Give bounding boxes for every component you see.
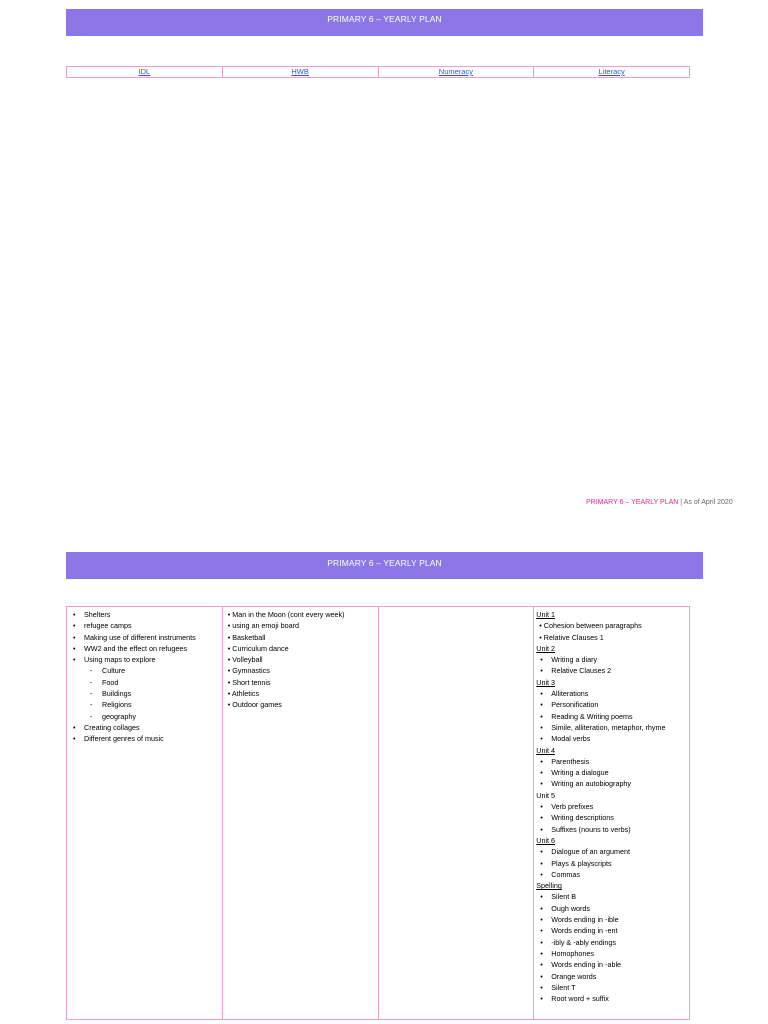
footer-title: PRIMARY 6 – YEARLY PLAN: [586, 499, 679, 506]
list-item: • Suffixes (nouns to verbs): [536, 824, 687, 835]
list-item: • Homophones: [536, 948, 687, 959]
unit-4-list: [536, 756, 687, 790]
list-item: • Ough words: [536, 903, 687, 914]
list-item: • Words ending in -able: [536, 959, 687, 970]
hwb-cell: [222, 607, 378, 1020]
unit-2-list: [536, 654, 687, 677]
column-header-idl[interactable]: IDL: [67, 67, 223, 78]
idl-cell: [67, 607, 223, 1020]
idl-list-continued: [69, 722, 220, 745]
list-item: • Athletics: [225, 688, 376, 699]
list-item: • Parenthesis: [536, 756, 687, 767]
list-item: • Dialogue of an argument: [536, 846, 687, 857]
list-item: • Making use of different instruments: [69, 632, 220, 643]
list-item: • Words ending in -ible: [536, 914, 687, 925]
list-item: • Relative Clauses 1: [536, 632, 687, 643]
list-item: • Silent B: [536, 891, 687, 902]
yearly-plan-table: [66, 606, 690, 1020]
list-item: • Gymnastics: [225, 665, 376, 676]
list-item: • Silent T: [536, 982, 687, 993]
list-item: • Man in the Moon (cont every week): [225, 609, 376, 620]
list-item: • Words ending in -ent: [536, 925, 687, 936]
list-item: • Verb prefixes: [536, 801, 687, 812]
footer-date: As of April 2020: [683, 499, 733, 506]
spelling-heading: Spelling: [536, 881, 562, 891]
unit-4-heading: Unit 4: [536, 745, 556, 755]
list-item: • Cohesion between paragraphs: [536, 620, 687, 631]
list-item: • Curriculum dance: [225, 643, 376, 654]
column-header-hwb[interactable]: HWB: [222, 67, 378, 78]
plan-row: [67, 607, 690, 1020]
literacy-cell: [534, 607, 690, 1020]
page1-banner: PRIMARY 6 – YEARLY PLAN: [66, 9, 703, 36]
subject-header-table: [66, 66, 690, 78]
list-item: • Plays & playscripts: [536, 858, 687, 869]
list-item: • Commas: [536, 869, 687, 880]
sub-list-item: - Religions: [69, 699, 220, 710]
list-item: • Creating collages: [69, 722, 220, 733]
unit-3-heading: Unit 3: [536, 677, 556, 687]
sub-list-item: - Culture: [69, 665, 220, 676]
numeracy-cell: [378, 607, 534, 1020]
list-item: • Modal verbs: [536, 733, 687, 744]
sub-list-item: - Food: [69, 677, 220, 688]
list-item: • Writing a dialogue: [536, 767, 687, 778]
idl-list: [69, 609, 220, 665]
list-item: • Simile, alliteration, metaphor, rhyme: [536, 722, 687, 733]
list-item: • Writing a diary: [536, 654, 687, 665]
unit-1-heading: Unit 1: [536, 610, 556, 619]
list-item: • Writing an autobiography: [536, 778, 687, 789]
page-footer: [586, 499, 733, 506]
list-item: • Volleyball: [225, 654, 376, 665]
spelling-list: [536, 891, 687, 1004]
header-row: [67, 67, 690, 78]
page2-banner: PRIMARY 6 – YEARLY PLAN: [66, 552, 703, 579]
list-item: • Relative Clauses 2: [536, 665, 687, 676]
list-item: • Orange words: [536, 971, 687, 982]
unit-5-heading: Unit 5: [536, 790, 556, 800]
unit-3-list: [536, 688, 687, 744]
unit-6-list: [536, 846, 687, 880]
list-item: • Shelters: [69, 609, 220, 620]
unit-6-heading: Unit 6: [536, 835, 556, 845]
list-item: • Personification: [536, 699, 687, 710]
list-item: • Reading & Writing poems: [536, 711, 687, 722]
list-item: • Basketball: [225, 632, 376, 643]
list-item: • -ibly & -ably endings: [536, 937, 687, 948]
column-header-literacy[interactable]: Literacy: [534, 67, 690, 78]
list-item: • using an emoji board: [225, 620, 376, 631]
list-item: • Short tennis: [225, 677, 376, 688]
list-item: • WW2 and the effect on refugees: [69, 643, 220, 654]
list-item: • Alliterations: [536, 688, 687, 699]
footer-separator: |: [680, 499, 683, 506]
list-item: • Outdoor games: [225, 699, 376, 710]
idl-sublist: [69, 665, 220, 721]
unit-5-list: [536, 801, 687, 835]
hwb-list: [225, 609, 376, 711]
list-item: • Writing descriptions: [536, 812, 687, 823]
unit-1-list: [536, 620, 687, 643]
column-header-numeracy[interactable]: Numeracy: [378, 67, 534, 78]
list-item: • Using maps to explore: [69, 654, 220, 665]
sub-list-item: - geography: [69, 711, 220, 722]
sub-list-item: - Buildings: [69, 688, 220, 699]
list-item: • refugee camps: [69, 620, 220, 631]
list-item: • Different genres of music: [69, 733, 220, 744]
list-item: • Root word + suffix: [536, 993, 687, 1004]
unit-2-heading: Unit 2: [536, 643, 556, 653]
